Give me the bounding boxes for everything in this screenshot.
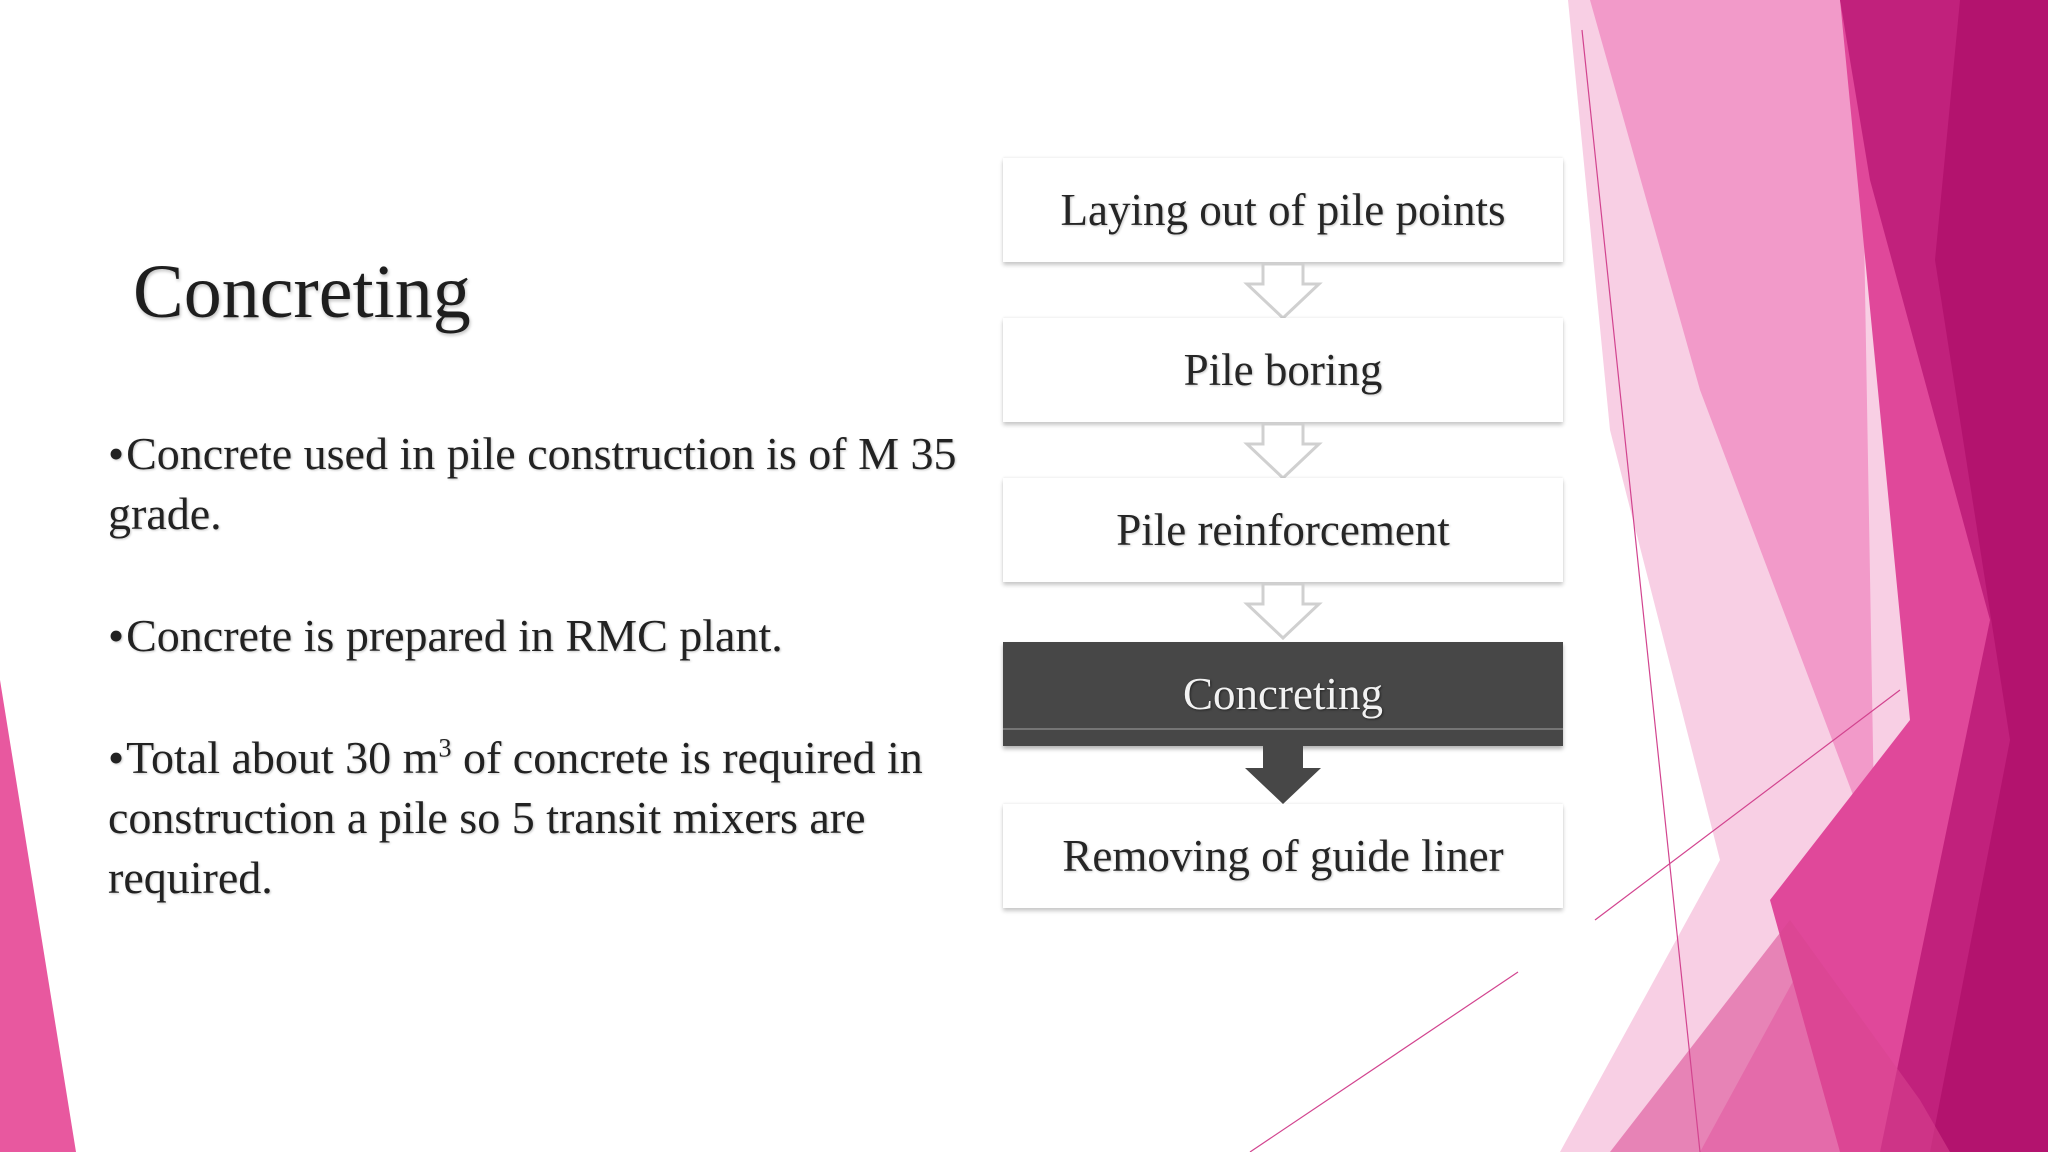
left-edge-shape xyxy=(0,680,76,1152)
down-arrow-icon xyxy=(1243,422,1323,482)
bullet-item xyxy=(108,728,968,908)
bullet-text: Concrete used in pile construction is of M 35 grade. xyxy=(108,428,957,539)
down-arrow-icon xyxy=(1243,262,1323,322)
bullet-text: Concrete is prepared in RMC plant. xyxy=(126,610,783,661)
bullet-item xyxy=(108,424,968,544)
flow-step-pile-boring: Pile boring xyxy=(1003,318,1563,422)
bullet-marker: • xyxy=(108,610,125,661)
bullet-list xyxy=(108,424,968,970)
flow-step-removing-guide-liner: Removing of guide liner xyxy=(1003,804,1563,908)
superscript-3: 3 xyxy=(438,733,452,763)
bullet-item xyxy=(108,606,968,666)
bullet-text-before: Total about 30 m xyxy=(126,732,439,783)
flow-step-concreting: Concreting xyxy=(1003,642,1563,746)
down-arrow-icon xyxy=(1243,582,1323,642)
decor-line-3 xyxy=(1250,972,1518,1152)
flow-step-pile-reinforcement: Pile reinforcement xyxy=(1003,478,1563,582)
slide-title: Concreting xyxy=(133,250,471,334)
bullet-marker: • xyxy=(108,732,125,783)
flow-step-laying-out: Laying out of pile points xyxy=(1003,158,1563,262)
process-flow xyxy=(1003,158,1563,908)
bullet-marker: • xyxy=(108,428,125,479)
bullet-text-after: of concrete is required in construction a pile so 5 transit mixers are required. xyxy=(108,732,923,903)
down-arrow-icon xyxy=(1243,746,1323,806)
